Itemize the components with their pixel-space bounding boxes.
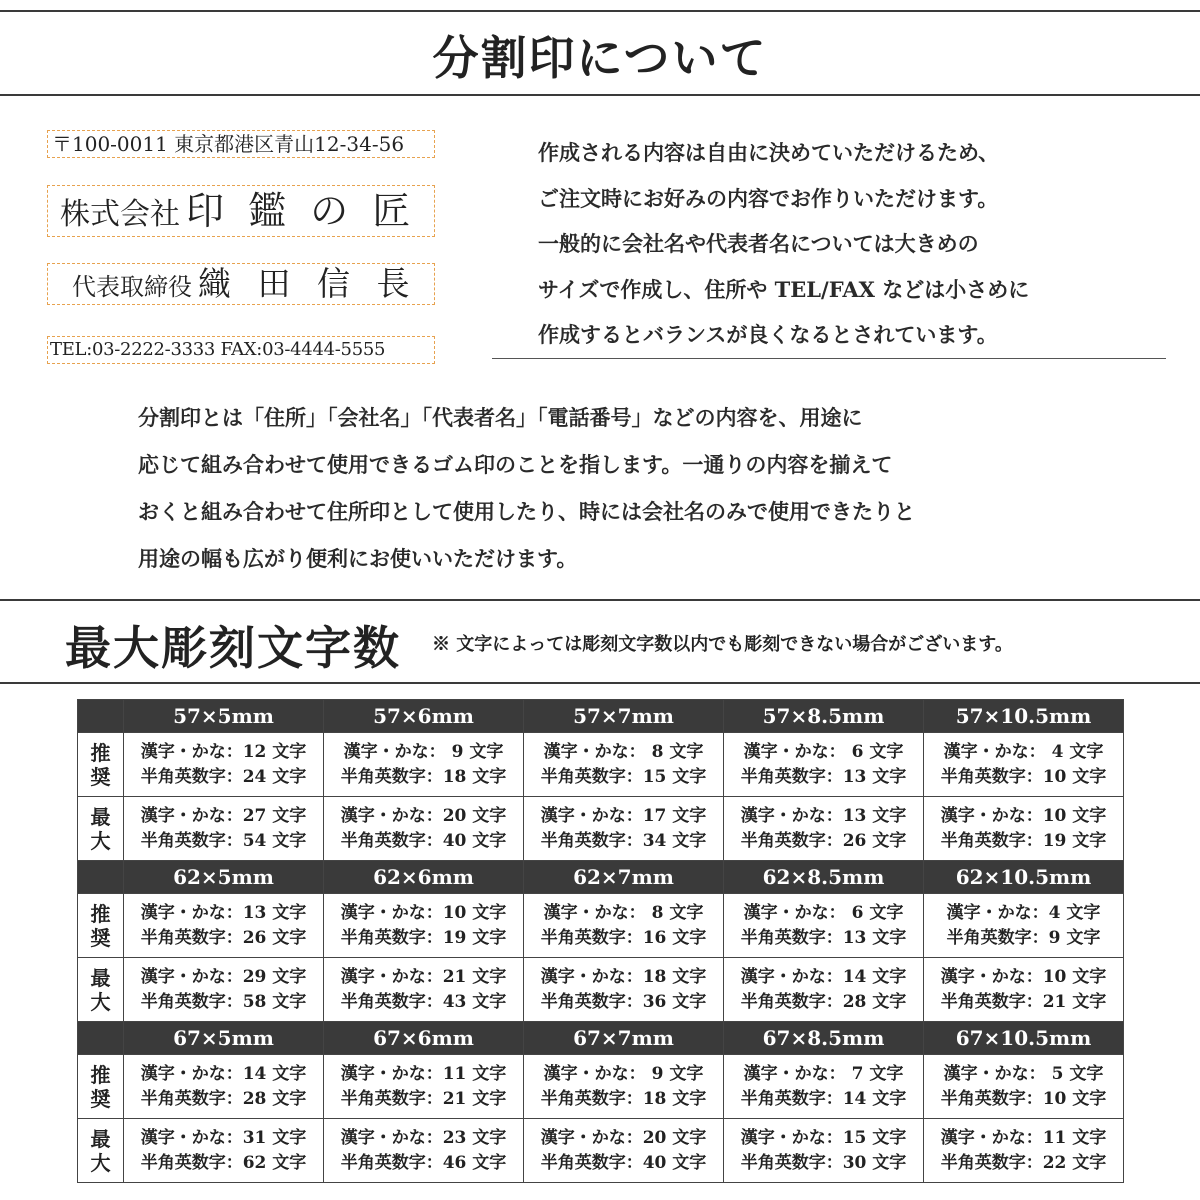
alnum-count: 半角英数字：58 文字 bbox=[140, 991, 307, 1012]
header-corner bbox=[78, 700, 124, 733]
size-header: 67×10.5mm bbox=[924, 1022, 1124, 1055]
page-title: 分割印について bbox=[432, 31, 768, 85]
kanji-count: 漢字・かな：18 文字 bbox=[540, 966, 707, 987]
count-cell bbox=[724, 1119, 924, 1183]
kanji-count: 漢字・かな： 8 文字 bbox=[543, 902, 704, 923]
header-corner bbox=[78, 1022, 124, 1055]
count-cell bbox=[724, 1055, 924, 1119]
kanji-count: 漢字・かな：10 文字 bbox=[940, 966, 1107, 987]
count-cell bbox=[924, 894, 1124, 958]
alnum-count: 半角英数字：10 文字 bbox=[940, 766, 1107, 787]
kanji-count: 漢字・かな：17 文字 bbox=[540, 805, 707, 826]
kanji-count: 漢字・かな：10 文字 bbox=[340, 902, 507, 923]
label-recommended: 推 奨 bbox=[78, 894, 124, 958]
count-cell bbox=[524, 1055, 724, 1119]
size-header: 62×6mm bbox=[324, 861, 524, 894]
alnum-count: 半角英数字：34 文字 bbox=[540, 830, 707, 851]
size-header: 57×6mm bbox=[324, 700, 524, 733]
main-description bbox=[138, 394, 1138, 582]
kanji-count: 漢字・かな：4 文字 bbox=[946, 902, 1101, 923]
kanji-count: 漢字・かな： 4 文字 bbox=[943, 741, 1104, 762]
alnum-count: 半角英数字：13 文字 bbox=[740, 927, 907, 948]
count-cell bbox=[924, 1119, 1124, 1183]
alnum-count: 半角英数字：24 文字 bbox=[140, 766, 307, 787]
kanji-count: 漢字・かな：20 文字 bbox=[540, 1127, 707, 1148]
kanji-count: 漢字・かな： 7 文字 bbox=[743, 1063, 904, 1084]
recommended-row bbox=[78, 894, 1124, 958]
main-description-line: 用途の幅も広がり便利にお使いいただけます。 bbox=[138, 546, 578, 571]
stamp-company bbox=[47, 185, 435, 237]
recommended-row bbox=[78, 1055, 1124, 1119]
count-cell bbox=[524, 958, 724, 1022]
right-description-line: 作成するとバランスが良くなるとされています。 bbox=[538, 322, 998, 347]
size-header: 67×7mm bbox=[524, 1022, 724, 1055]
count-cell bbox=[124, 1055, 324, 1119]
count-cell bbox=[324, 1055, 524, 1119]
alnum-count: 半角英数字：15 文字 bbox=[540, 766, 707, 787]
right-description-line: ご注文時にお好みの内容でお作りいただけます。 bbox=[538, 185, 999, 211]
kanji-count: 漢字・かな： 9 文字 bbox=[543, 1063, 704, 1084]
size-header: 67×6mm bbox=[324, 1022, 524, 1055]
alnum-count: 半角英数字：10 文字 bbox=[940, 1088, 1107, 1109]
kanji-count: 漢字・かな： 6 文字 bbox=[743, 741, 904, 762]
alnum-count: 半角英数字：14 文字 bbox=[740, 1088, 907, 1109]
kanji-count: 漢字・かな： 9 文字 bbox=[343, 741, 504, 762]
label-max: 最 大 bbox=[78, 797, 124, 861]
kanji-count: 漢字・かな：31 文字 bbox=[140, 1127, 307, 1148]
kanji-count: 漢字・かな： 5 文字 bbox=[943, 1063, 1104, 1084]
kanji-count: 漢字・かな：29 文字 bbox=[140, 966, 307, 987]
main-description-line: 分割印とは「住所」「会社名」「代表者名」「電話番号」などの内容を、用途に bbox=[138, 405, 863, 430]
alnum-count: 半角英数字：26 文字 bbox=[140, 927, 307, 948]
count-cell bbox=[924, 733, 1124, 797]
right-description-line: 一般的に会社名や代表者名については大きめの bbox=[538, 231, 979, 256]
right-description-line: サイズで作成し、住所や TEL/FAX などは小さめに bbox=[538, 276, 1030, 302]
section-note: ※ 文字によっては彫刻文字数以内でも彫刻できない場合がございます。 bbox=[432, 634, 1013, 655]
alnum-count: 半角英数字：40 文字 bbox=[540, 1152, 707, 1173]
count-cell bbox=[124, 1119, 324, 1183]
character-count-table bbox=[77, 699, 1124, 1183]
right-description-line: 作成される内容は自由に決めていただけるため、 bbox=[538, 140, 1000, 165]
count-cell bbox=[724, 733, 924, 797]
kanji-count: 漢字・かな：11 文字 bbox=[940, 1127, 1107, 1148]
divider-short bbox=[492, 358, 1166, 359]
size-header: 67×5mm bbox=[124, 1022, 324, 1055]
count-cell bbox=[924, 797, 1124, 861]
kanji-count: 漢字・かな：10 文字 bbox=[940, 805, 1107, 826]
stamp-company-name: 印 鑑 の 匠 bbox=[186, 189, 417, 233]
stamp-rep-name: 織 田 信 長 bbox=[198, 264, 418, 303]
size-header: 57×7mm bbox=[524, 700, 724, 733]
size-header: 62×10.5mm bbox=[924, 861, 1124, 894]
main-description-line: おくと組み合わせて住所印として使用したり、時には会社名のみで使用できたりと bbox=[138, 499, 915, 524]
alnum-count: 半角英数字：9 文字 bbox=[946, 927, 1101, 948]
kanji-count: 漢字・かな：13 文字 bbox=[140, 902, 307, 923]
stamp-company-prefix: 株式会社 bbox=[60, 197, 180, 232]
label-recommended: 推 奨 bbox=[78, 733, 124, 797]
title-underline bbox=[0, 94, 1200, 96]
size-header: 67×8.5mm bbox=[724, 1022, 924, 1055]
alnum-count: 半角英数字：30 文字 bbox=[740, 1152, 907, 1173]
label-max: 最 大 bbox=[78, 1119, 124, 1183]
alnum-count: 半角英数字：21 文字 bbox=[940, 991, 1107, 1012]
size-header: 57×8.5mm bbox=[724, 700, 924, 733]
size-header-row bbox=[78, 1022, 1124, 1055]
section-title: 最大彫刻文字数 bbox=[65, 621, 401, 675]
size-header-row bbox=[78, 861, 1124, 894]
count-cell bbox=[724, 894, 924, 958]
alnum-count: 半角英数字：36 文字 bbox=[540, 991, 707, 1012]
max-row bbox=[78, 797, 1124, 861]
size-header: 62×5mm bbox=[124, 861, 324, 894]
kanji-count: 漢字・かな：11 文字 bbox=[340, 1063, 507, 1084]
alnum-count: 半角英数字：28 文字 bbox=[740, 991, 907, 1012]
alnum-count: 半角英数字：19 文字 bbox=[340, 927, 507, 948]
alnum-count: 半角英数字：18 文字 bbox=[540, 1088, 707, 1109]
size-header: 62×7mm bbox=[524, 861, 724, 894]
stamp-representative bbox=[47, 263, 435, 305]
count-cell bbox=[324, 733, 524, 797]
alnum-count: 半角英数字：46 文字 bbox=[340, 1152, 507, 1173]
count-cell bbox=[324, 894, 524, 958]
right-description bbox=[538, 130, 1158, 358]
kanji-count: 漢字・かな：12 文字 bbox=[140, 741, 307, 762]
stamp-address: 〒100-0011 東京都港区青山12-34-56 bbox=[47, 130, 435, 158]
kanji-count: 漢字・かな：14 文字 bbox=[140, 1063, 307, 1084]
count-cell bbox=[924, 1055, 1124, 1119]
alnum-count: 半角英数字：13 文字 bbox=[740, 766, 907, 787]
count-cell bbox=[124, 894, 324, 958]
kanji-count: 漢字・かな： 8 文字 bbox=[543, 741, 704, 762]
count-cell bbox=[124, 797, 324, 861]
alnum-count: 半角英数字：40 文字 bbox=[340, 830, 507, 851]
count-cell bbox=[524, 1119, 724, 1183]
stamp-rep-title: 代表取締役 bbox=[72, 273, 192, 301]
size-header: 57×10.5mm bbox=[924, 700, 1124, 733]
kanji-count: 漢字・かな：15 文字 bbox=[740, 1127, 907, 1148]
count-cell bbox=[524, 894, 724, 958]
alnum-count: 半角英数字：43 文字 bbox=[340, 991, 507, 1012]
count-cell bbox=[324, 1119, 524, 1183]
alnum-count: 半角英数字：26 文字 bbox=[740, 830, 907, 851]
kanji-count: 漢字・かな： 6 文字 bbox=[743, 902, 904, 923]
kanji-count: 漢字・かな：20 文字 bbox=[340, 805, 507, 826]
max-row bbox=[78, 1119, 1124, 1183]
recommended-row bbox=[78, 733, 1124, 797]
main-description-line: 応じて組み合わせて使用できるゴム印のことを指します。一通りの内容を揃えて bbox=[138, 452, 893, 477]
count-cell bbox=[124, 733, 324, 797]
alnum-count: 半角英数字：22 文字 bbox=[940, 1152, 1107, 1173]
count-cell bbox=[324, 958, 524, 1022]
label-max: 最 大 bbox=[78, 958, 124, 1022]
kanji-count: 漢字・かな：14 文字 bbox=[740, 966, 907, 987]
size-header-row bbox=[78, 700, 1124, 733]
alnum-count: 半角英数字：28 文字 bbox=[140, 1088, 307, 1109]
count-cell bbox=[724, 958, 924, 1022]
header-corner bbox=[78, 861, 124, 894]
kanji-count: 漢字・かな：21 文字 bbox=[340, 966, 507, 987]
label-recommended: 推 奨 bbox=[78, 1055, 124, 1119]
alnum-count: 半角英数字：62 文字 bbox=[140, 1152, 307, 1173]
kanji-count: 漢字・かな：13 文字 bbox=[740, 805, 907, 826]
size-header: 57×5mm bbox=[124, 700, 324, 733]
count-cell bbox=[924, 958, 1124, 1022]
top-rule bbox=[0, 10, 1200, 12]
section-rule-bottom bbox=[0, 682, 1200, 684]
max-row bbox=[78, 958, 1124, 1022]
count-cell bbox=[524, 733, 724, 797]
alnum-count: 半角英数字：18 文字 bbox=[340, 766, 507, 787]
alnum-count: 半角英数字：19 文字 bbox=[940, 830, 1107, 851]
count-cell bbox=[724, 797, 924, 861]
count-cell bbox=[524, 797, 724, 861]
count-cell bbox=[324, 797, 524, 861]
alnum-count: 半角英数字：16 文字 bbox=[540, 927, 707, 948]
size-header: 62×8.5mm bbox=[724, 861, 924, 894]
section-rule-top bbox=[0, 599, 1200, 601]
stamp-tel-fax: TEL:03-2222-3333 FAX:03-4444-5555 bbox=[47, 336, 435, 364]
kanji-count: 漢字・かな：23 文字 bbox=[340, 1127, 507, 1148]
alnum-count: 半角英数字：21 文字 bbox=[340, 1088, 507, 1109]
count-cell bbox=[124, 958, 324, 1022]
kanji-count: 漢字・かな：27 文字 bbox=[140, 805, 307, 826]
alnum-count: 半角英数字：54 文字 bbox=[140, 830, 307, 851]
